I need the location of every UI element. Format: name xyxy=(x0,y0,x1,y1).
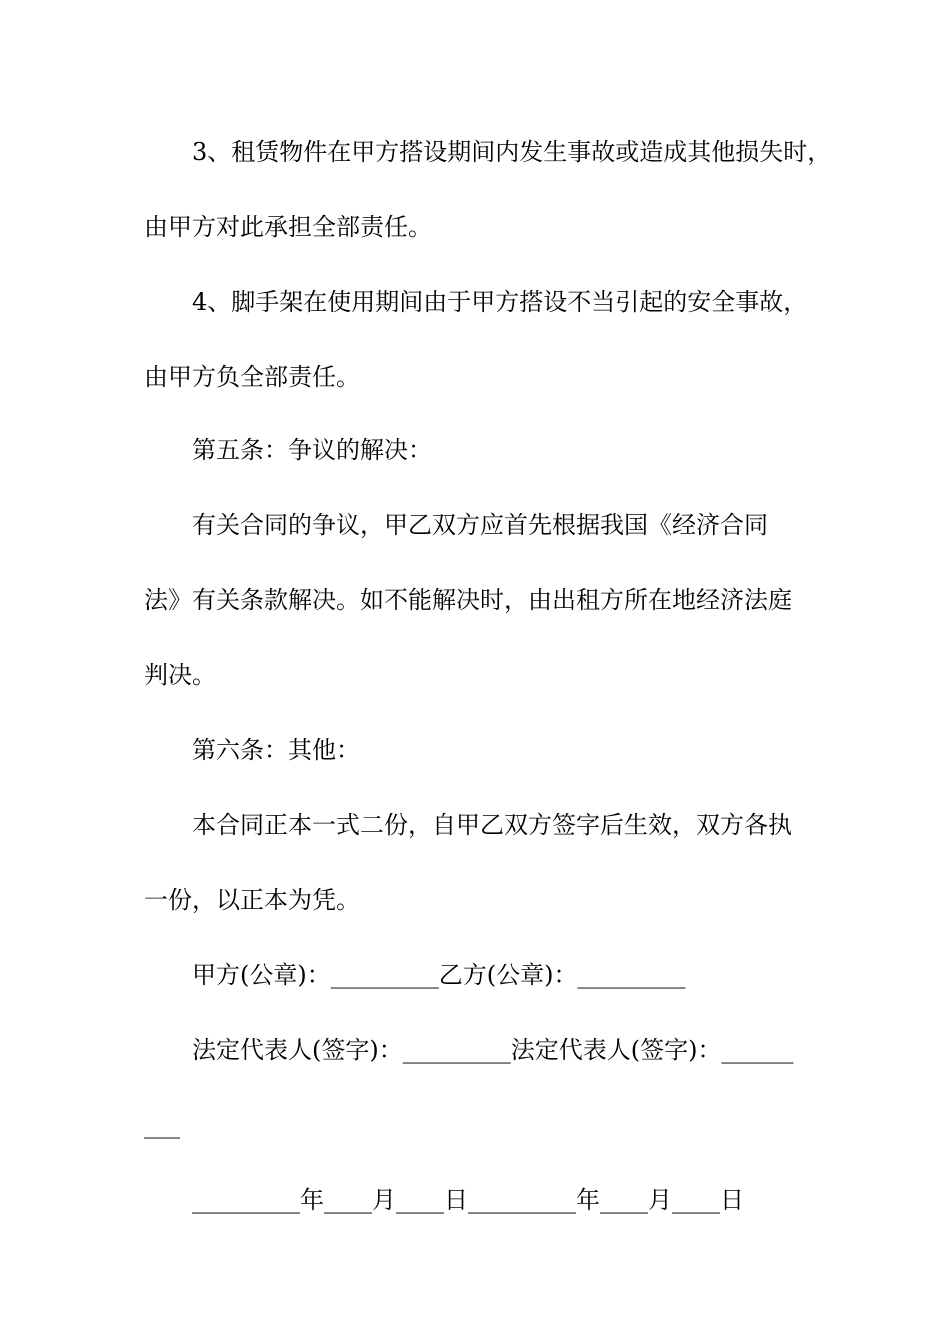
clause-4-line-2: 由甲方负全部责任。 xyxy=(144,363,360,391)
article-6-heading: 第六条：其他： xyxy=(192,736,360,764)
legal-representative-line-continued: ___ xyxy=(144,1111,180,1139)
article-6-line-2: 一份，以正本为凭。 xyxy=(144,886,360,914)
party-seal-line: 甲方(公章)：_________乙方(公章)：_________ xyxy=(192,961,686,989)
date-line: _________年____月____日_________年____月____日 xyxy=(192,1186,744,1214)
clause-3-line-1: 3、租赁物件在甲方搭设期间内发生事故或造成其他损失时， xyxy=(192,138,832,166)
article-6-line-1: 本合同正本一式二份，自甲乙双方签字后生效，双方各执 xyxy=(192,811,792,839)
article-5-line-2: 法》有关条款解决。如不能解决时，由出租方所在地经济法庭 xyxy=(144,586,792,614)
article-5-line-3: 判决。 xyxy=(144,661,216,689)
clause-4-line-1: 4、脚手架在使用期间由于甲方搭设不当引起的安全事故， xyxy=(192,288,808,316)
article-5-line-1: 有关合同的争议，甲乙双方应首先根据我国《经济合同 xyxy=(192,511,768,539)
article-5-heading: 第五条：争议的解决： xyxy=(192,436,432,464)
legal-representative-line: 法定代表人(签字)：_________法定代表人(签字)：______ xyxy=(192,1036,794,1064)
clause-3-line-2: 由甲方对此承担全部责任。 xyxy=(144,213,432,241)
